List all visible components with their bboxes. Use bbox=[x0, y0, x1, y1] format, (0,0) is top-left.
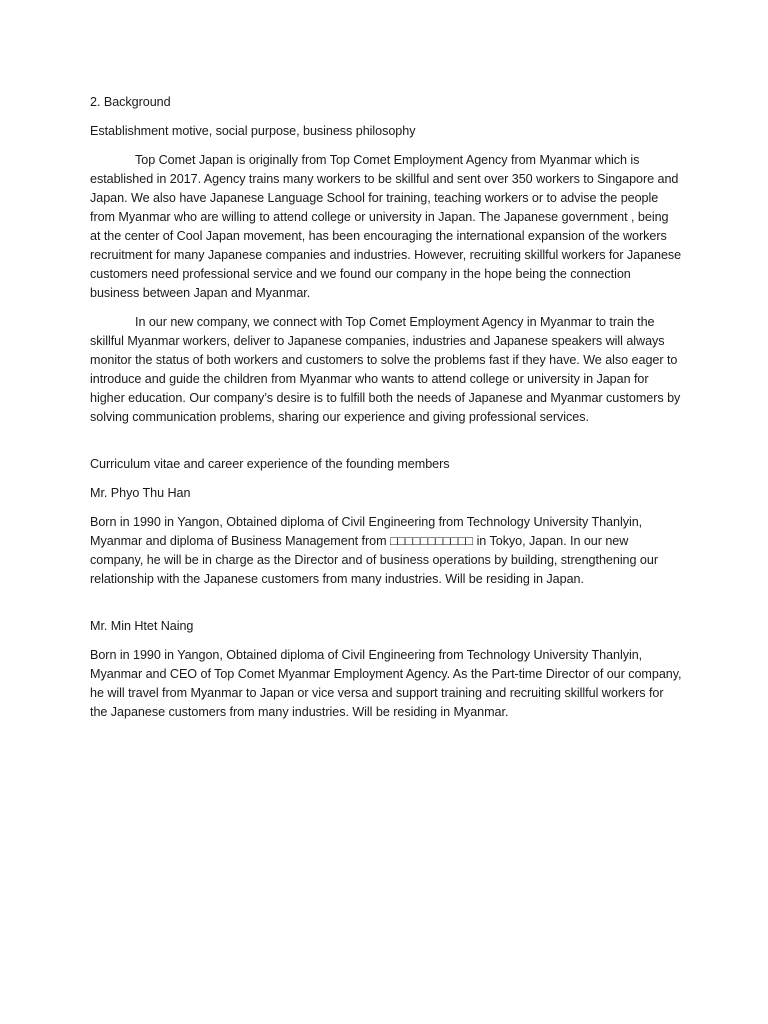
paragraph-1: Top Comet Japan is originally from Top Comet Employment Agency from Myanmar which is established in 2017. Agency trains many workers to be skillful and sent over 350 workers to Singapore and Japan. We also have Japanese Language School for training, teaching workers or to advise the people from Myanmar who are willing to attend college or university in Japan. The Japanese government , being at the center of Cool Japan movement, has been encouraging the international expansion of the workers recruitment for many Japanese companies and industries. However, recruiting skillful workers for Japanese customers need professional service and we found our company in the hope being the connection business between Japan and Myanmar. bbox=[90, 153, 682, 300]
member-2-bio: Born in 1990 in Yangon, Obtained diploma of Civil Engineering from Technology University Thanlyin, Myanmar and CEO of Top Comet Myanmar Employment Agency. As the Part-time Director of our company, he will travel from Myanmar to Japan or vice versa and support training and recruiting skillful workers for the Japanese customers from many industries. Will be residing in Myanmar. bbox=[90, 648, 682, 719]
subheading: Establishment motive, social purpose, business philosophy bbox=[90, 124, 416, 138]
cv-heading: Curriculum vitae and career experience of the founding members bbox=[90, 457, 450, 471]
member-1-bio: Born in 1990 in Yangon, Obtained diploma of Civil Engineering from Technology University Thanlyin, Myanmar and diploma of Business Management from □□□□□□□□□□□ in Tokyo, Japan. In our new company, he will be in charge as the Director and of business operations by building, strengthening our relationship with the Japanese customers from many industries. Will be residing in Japan. bbox=[90, 515, 658, 586]
member-1-name: Mr. Phyo Thu Han bbox=[90, 486, 191, 500]
member-2-name: Mr. Min Htet Naing bbox=[90, 619, 194, 633]
paragraph-2: In our new company, we connect with Top Comet Employment Agency in Myanmar to train the skillful Myanmar workers, deliver to Japanese companies, industries and Japanese speakers will always monitor the status of both workers and customers to solve the problems fast if they have. We also eager to introduce and guide the children from Myanmar who wants to attend college or university in Japan for higher education. Our company’s desire is to fulfill both the needs of Japanese and Myanmar customers by solving communication problems, sharing our experience and giving professional services. bbox=[90, 315, 681, 424]
document-body bbox=[90, 93, 682, 732]
section-heading: 2. Background bbox=[90, 95, 171, 109]
